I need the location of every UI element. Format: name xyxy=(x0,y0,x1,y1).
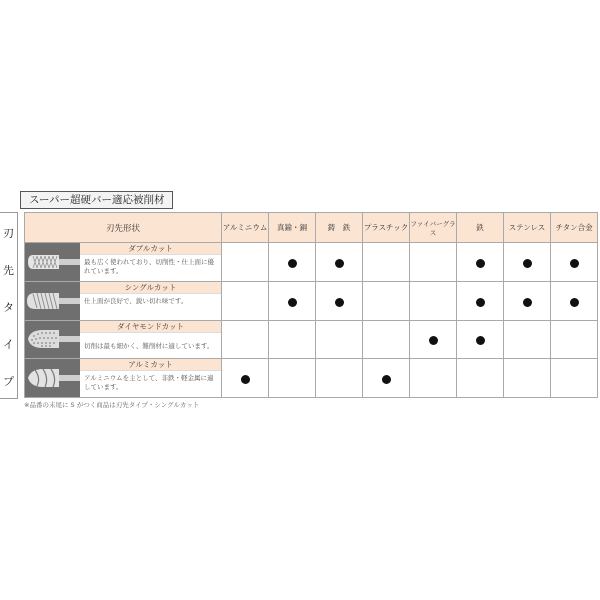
compat-cell xyxy=(410,321,457,359)
compatible-dot-icon xyxy=(335,298,344,307)
blade-type-name: アルミカット xyxy=(80,359,221,371)
compat-cell xyxy=(269,243,316,282)
material-header: ファイバーグラス xyxy=(410,213,457,243)
compatible-dot-icon xyxy=(335,259,344,268)
aluminum-cut-burr-icon xyxy=(25,359,80,398)
compat-cell xyxy=(410,282,457,321)
compatible-dot-icon xyxy=(476,298,485,307)
compat-cell xyxy=(457,243,504,282)
compatible-dot-icon xyxy=(288,298,297,307)
side-label-char: 先 xyxy=(3,264,14,277)
compat-cell xyxy=(363,359,410,398)
compatible-dot-icon xyxy=(476,259,485,268)
compatible-dot-icon xyxy=(241,375,250,384)
compat-cell xyxy=(222,359,269,398)
material-compatibility-table xyxy=(24,212,598,398)
compatible-dot-icon xyxy=(476,336,485,345)
compat-cell xyxy=(504,321,551,359)
compatible-dot-icon xyxy=(523,298,532,307)
diamond-cut-burr-icon xyxy=(25,321,80,359)
table-title: スーパー超硬バー適応被削材 xyxy=(20,191,173,209)
blade-type-description: アルミニウムを主として、非鉄・軽金属に適しています。 xyxy=(84,374,214,391)
compat-cell xyxy=(316,321,363,359)
compat-cell xyxy=(269,282,316,321)
compat-cell xyxy=(457,282,504,321)
compat-cell xyxy=(363,321,410,359)
blade-type-name: ダイヤモンドカット xyxy=(80,321,221,333)
footnote: ※品番の末尾に S がつく商品は刃先タイプ・シングルカット xyxy=(24,401,200,409)
material-header: 鉄 xyxy=(457,213,504,243)
blade-type-cell xyxy=(80,243,222,282)
compat-cell xyxy=(410,243,457,282)
compat-cell xyxy=(551,321,598,359)
table-row xyxy=(25,243,598,282)
compat-cell xyxy=(504,243,551,282)
compat-cell xyxy=(269,359,316,398)
material-header: アルミニウム xyxy=(222,213,269,243)
compat-cell xyxy=(551,243,598,282)
side-label-char: 刃 xyxy=(3,227,14,240)
compat-cell xyxy=(222,321,269,359)
blade-type-name: シングルカット xyxy=(80,282,221,294)
compat-cell xyxy=(551,282,598,321)
material-header: ステンレス xyxy=(504,213,551,243)
blade-type-cell xyxy=(80,321,222,359)
material-header: プラスチック xyxy=(363,213,410,243)
blade-type-description: 最も広く使われており、切削性・仕上面に優れています。 xyxy=(84,258,214,275)
compat-cell xyxy=(504,359,551,398)
blade-type-cell xyxy=(80,282,222,321)
compat-cell xyxy=(363,282,410,321)
compat-cell xyxy=(269,321,316,359)
compatible-dot-icon xyxy=(570,259,579,268)
compatible-dot-icon xyxy=(382,375,391,384)
side-label-char: イ xyxy=(3,338,14,351)
material-header: 鋳 鉄 xyxy=(316,213,363,243)
shape-header: 刃先形状 xyxy=(25,213,222,243)
table-row xyxy=(25,282,598,321)
table-row xyxy=(25,321,598,359)
double-cut-burr-icon xyxy=(25,243,80,282)
compat-cell xyxy=(222,243,269,282)
single-cut-burr-icon xyxy=(25,282,80,321)
compat-cell xyxy=(316,282,363,321)
compat-cell xyxy=(316,243,363,282)
blade-type-side-label xyxy=(0,212,18,399)
blade-type-description: 切削は最も細かく、難削材に適しています。 xyxy=(84,342,214,350)
side-label-char: タ xyxy=(3,301,14,314)
compat-cell xyxy=(363,243,410,282)
compat-cell xyxy=(457,359,504,398)
table-header-row xyxy=(25,213,598,243)
compatible-dot-icon xyxy=(429,336,438,345)
compat-cell xyxy=(222,282,269,321)
table-row xyxy=(25,359,598,398)
compat-cell xyxy=(504,282,551,321)
blade-type-name: ダブルカット xyxy=(80,243,221,255)
material-header: 真鍮・銅 xyxy=(269,213,316,243)
compatible-dot-icon xyxy=(523,259,532,268)
side-label-char: プ xyxy=(3,375,14,388)
blade-type-description: 仕上面が良好で、鋭い切れ味です。 xyxy=(84,297,188,305)
blade-type-cell xyxy=(80,359,222,398)
compat-cell xyxy=(457,321,504,359)
compatible-dot-icon xyxy=(570,298,579,307)
compat-cell xyxy=(551,359,598,398)
compat-cell xyxy=(410,359,457,398)
compatible-dot-icon xyxy=(288,259,297,268)
compat-cell xyxy=(316,359,363,398)
material-header: チタン合金 xyxy=(551,213,598,243)
